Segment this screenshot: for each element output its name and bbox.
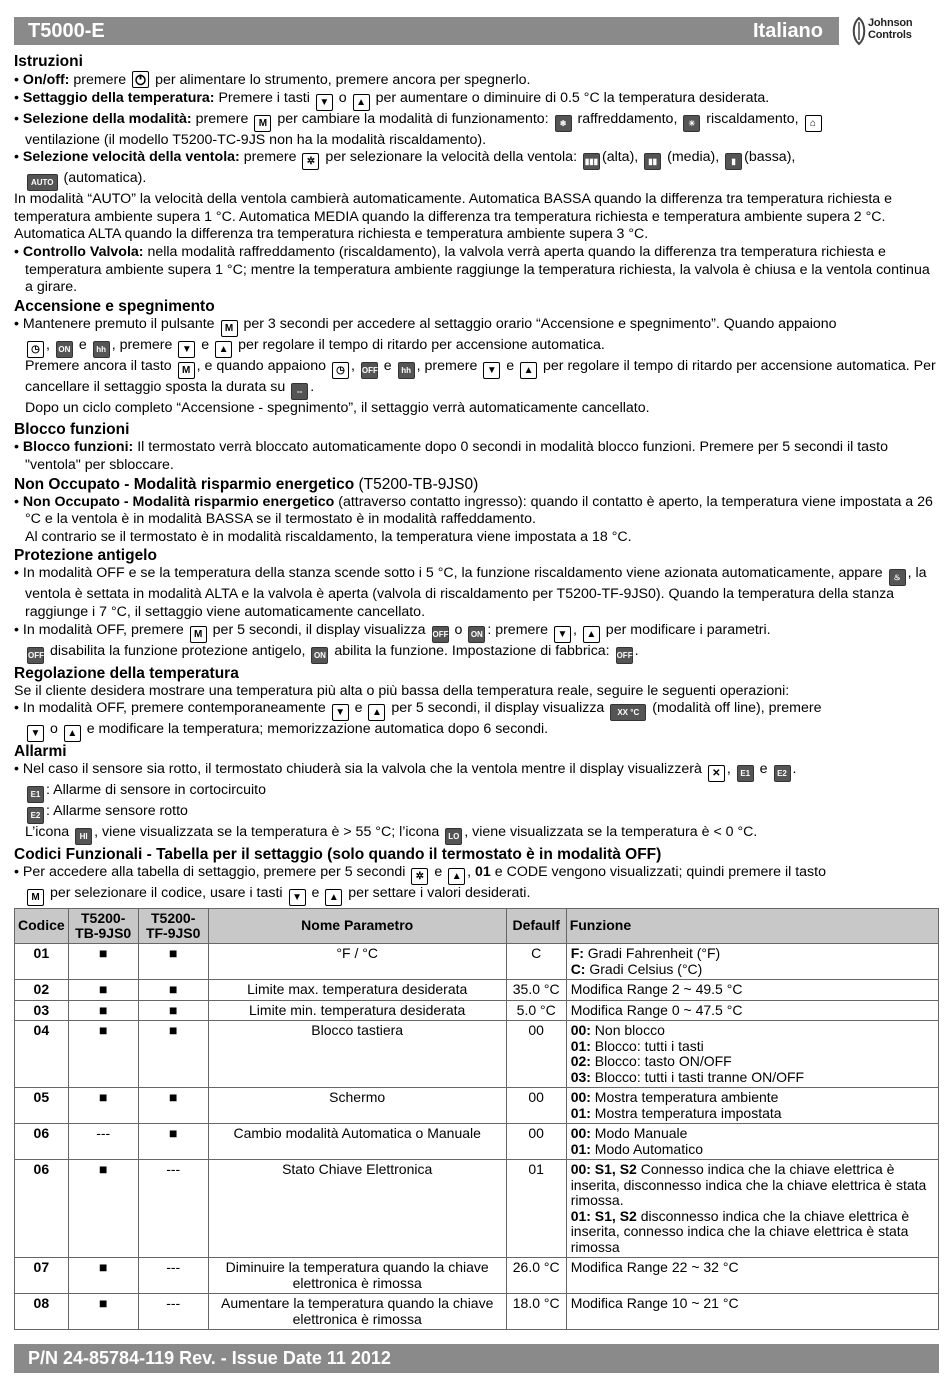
table-cell-def: 00 [506,1088,566,1124]
fan-high-icon: ▮▮▮ [583,153,600,170]
table-header-cell: T5200-TB-9JS0 [68,909,138,944]
section-title-allarmi: Allarmi [14,743,67,761]
hh-display-icon: hh [93,341,110,358]
table-cell-code: 04 [15,1021,69,1088]
power-icon [132,71,149,88]
accensione-second-step: Premere ancora il tasto M , e quando appaiono ◷ , OFF e hh , premere ▼ e ▲ per regolare il tempo di ritardo per accensione automatica. Per cancellare il settaggio sposta la durata su -- . [14,358,939,400]
down-arrow-icon: ▼ [27,725,44,742]
regolazione-intro: Se il cliente desidera mostrare una temperatura più alta o più bassa della temperatura reale, seguire le seguenti operazioni: [14,682,790,699]
off-display-icon: OFF [616,647,633,664]
table-cell-funzione: Modifica Range 22 ~ 32 °C [566,1258,938,1294]
wrench-screwdriver-icon: ✕ [708,765,725,782]
table-cell-def: 18.0 °C [506,1294,566,1330]
on-display-icon: ON [311,647,328,664]
down-arrow-icon: ▼ [554,626,571,643]
m-key-icon: M [254,115,271,132]
table-cell-tf: ■ [138,944,208,980]
table-cell-code: 05 [15,1088,69,1124]
table-row [15,1258,939,1294]
regolazione-item: • In modalità OFF, premere contemporaneamente ▼ e ▲ per 5 secondi, il display visualizza XX °C (modalità off line), premere ▼ o ▲ e modificare la temperatura; memorizzazione automatica dopo 6 secondi. [14,700,939,742]
auto-mode-text: In modalità “AUTO” la velocità della ventola cambierà automaticamente. Automatica BASSA quando la differenza tra temperatura richiesta e temperatura ambiente supera 1 °C. Automatica MEDIA quando la differenza tra temperatura richiesta e temperatura ambiente supera 2 °C. Automatica ALTA quando la differenza tra temperatura richiesta e temperatura ambiente supera 3 °C. [14,191,892,243]
table-cell-tb: ■ [68,1294,138,1330]
table-cell-code: 06 [15,1124,69,1160]
table-cell-name: Limite max. temperatura desiderata [208,980,506,1001]
table-cell-def: 35.0 °C [506,980,566,1001]
table-cell-tb: ■ [68,1160,138,1258]
xx-temp-display-icon: XX °C [610,704,646,721]
fan-icon: ✲ [411,868,428,885]
table-cell-tb: ■ [68,944,138,980]
m-key-icon: M [27,889,44,906]
table-cell-def: 01 [506,1160,566,1258]
table-cell-code: 06 [15,1160,69,1258]
antigelo-item-2: • In modalità OFF, premere M per 5 secondi, il display visualizza OFF o ON : premere ▼ , ▲ per modificare i parametri. OFF disabilita la funzione protezione antigelo, ON abilita la funzione. Impostazione di fabbrica: OFF . [14,622,939,664]
non-occupato-note: Al contrario se il termostato è in modalità riscaldamento, la temperatura viene impostata a 18 °C. [25,528,632,545]
table-cell-def: 00 [506,1021,566,1088]
off-display-icon: OFF [432,626,449,643]
down-arrow-icon: ▼ [332,704,349,721]
e1-display-icon: E1 [27,786,44,803]
doc-title: T5000-E [28,20,105,42]
table-cell-tb: ■ [68,1000,138,1021]
table-cell-tf: --- [138,1160,208,1258]
table-cell-funzione: 00: Modo Manuale 01: Modo Automatico [566,1124,938,1160]
clock-icon: ◷ [332,362,349,379]
fan-medium-icon: ▮▮ [644,153,661,170]
table-cell-name: Limite min. temperatura desiderata [208,1000,506,1021]
codici-item: • Per accedere alla tabella di settaggio, premere per 5 secondi ✲ e ▲ , 01 e CODE vengono visualizzati; quindi premere il tasto M per selezionare il codice, usare i tasti ▼ e ▲ per settare i valori desiderati. [14,864,939,906]
table-cell-def: 00 [506,1124,566,1160]
table-cell-tf: ■ [138,1000,208,1021]
table-cell-tb: ■ [68,980,138,1001]
table-cell-code: 07 [15,1258,69,1294]
table-row [15,944,939,980]
title-bar [14,17,839,45]
valve-control-item: • Controllo Valvola: nella modalità raffreddamento (riscaldamento), la valvola verrà aperta quando la differenza tra temperatura richiesta e temperatura ambiente supera 1 °C; mentre la temperatura ambiente raggiunge la temperatura richiesta, la valvola è chiusa e la ventola continua a girare. [14,243,930,296]
section-title-codici: Codici Funzionali - Tabella per il settaggio (solo quando il termostato è in modalità OFF) [14,846,662,864]
m-key-icon: M [221,320,238,337]
up-arrow-icon: ▲ [583,626,600,643]
table-row [15,1088,939,1124]
table-cell-funzione: F: Gradi Fahrenheit (°F) C: Gradi Celsius (°C) [566,944,938,980]
mode-selection-item: • Selezione della modalità: premere M per cambiare la modalità di funzionamento: ❄ raffreddamento, ☀ riscaldamento, ⌂ ventilazione (il modello T5200-TC-9JS non ha la modalità riscaldamento). [14,111,939,150]
table-row [15,1294,939,1330]
up-arrow-icon: ▲ [448,868,465,885]
logo-mark-icon [850,16,868,46]
off-display-icon: OFF [27,647,44,664]
table-cell-funzione: 00: Non blocco 01: Blocco: tutti i tasti 02: Blocco: tasto ON/OFF 03: Blocco: tutti i tasti tranne ON/OFF [566,1021,938,1088]
table-cell-def: 5.0 °C [506,1000,566,1021]
table-cell-code: 08 [15,1294,69,1330]
section-title-antigelo: Protezione antigelo [14,547,157,565]
table-row [15,1021,939,1088]
antigelo-item-1: • In modalità OFF e se la temperatura della stanza scende sotto i 5 °C, la funzione riscaldamento viene azionata automaticamente, appare ♨ , la ventola è settata in modalità ALTA e la valvola è aperta (valvola di riscaldamento per T5200-TF-9JS0). Quando la temperatura della stanza raggiunge i 7 °C, il settaggio viene automaticamente cancellato. [14,565,927,620]
auto-icon: AUTO [27,174,58,191]
table-cell-funzione: Modifica Range 2 ~ 49.5 °C [566,980,938,1001]
m-key-icon: M [190,626,207,643]
frost-protection-icon: ♨ [889,569,906,586]
section-title-blocco: Blocco funzioni [14,421,130,439]
allarmi-item: • Nel caso il sensore sia rotto, il termostato chiuderà sia la valvola che la ventola mentre il display visualizzerà ✕ , E1 e E2 . [14,761,939,782]
down-arrow-icon: ▼ [483,362,500,379]
table-cell-def: 26.0 °C [506,1258,566,1294]
up-arrow-icon: ▲ [215,341,232,358]
table-cell-def: C [506,944,566,980]
accensione-item: • Mantenere premuto il pulsante M per 3 secondi per accedere al settaggio orario “Accensione e spegnimento”. Quando appaiono ◷ , ON e hh , premere ▼ e ▲ per regolare il tempo di ritardo per accensione automatica. [14,316,939,358]
on-display-icon: ON [56,341,73,358]
alarm-e1-line: E1 : Allarme di sensore in cortocircuito [14,782,939,803]
ventilation-house-icon: ⌂ [805,115,822,132]
table-cell-code: 02 [15,980,69,1001]
down-arrow-icon: ▼ [316,94,333,111]
m-key-icon: M [178,362,195,379]
table-cell-tf: ■ [138,1088,208,1124]
table-cell-tb: ■ [68,1258,138,1294]
table-cell-name: Diminuire la temperatura quando la chiave elettronica è rimossa [208,1258,506,1294]
table-cell-name: Cambio modalità Automatica o Manuale [208,1124,506,1160]
hi-display-icon: HI [75,828,92,845]
table-header-row [15,909,939,944]
hh-display-icon: hh [398,362,415,379]
dash-display-icon: -- [291,383,308,400]
e2-display-icon: E2 [774,765,791,782]
up-arrow-icon: ▲ [353,94,370,111]
table-header-cell: Funzione [566,909,938,944]
table-header-cell: Defaulf [506,909,566,944]
table-cell-tb: ■ [68,1088,138,1124]
footer-bar [14,1344,939,1373]
fan-icon: ✲ [302,153,319,170]
blocco-item: • Blocco funzioni: Il termostato verrà bloccato automaticamente dopo 0 secondi in modalità blocco funzioni. Premere per 5 secondi il tasto "ventola" per sbloccare. [14,439,888,473]
hi-lo-line: L’icona HI , viene visualizzata se la temperatura è > 55 °C; l’icona LO , viene visualizzata se la temperatura è < 0 °C. [14,824,939,845]
table-cell-tf: --- [138,1294,208,1330]
table-body [15,944,939,1330]
language-label: Italiano [752,20,823,42]
table-header-cell: Codice [15,909,69,944]
table-cell-tf: ■ [138,1124,208,1160]
table-cell-name: Blocco tastiera [208,1021,506,1088]
table-cell-tf: --- [138,1258,208,1294]
johnson-controls-logo [850,14,942,48]
table-row [15,1160,939,1258]
table-cell-tb: ■ [68,1021,138,1088]
table-cell-funzione: Modifica Range 0 ~ 47.5 °C [566,1000,938,1021]
section-title-non-occupato: Non Occupato - Modalità risparmio energetico (T5200-TB-9JS0) [14,475,479,493]
lo-display-icon: LO [445,828,462,845]
table-cell-name: Stato Chiave Elettronica [208,1160,506,1258]
table-row [15,1000,939,1021]
table-row [15,1124,939,1160]
table-cell-code: 01 [15,944,69,980]
up-arrow-icon: ▲ [368,704,385,721]
function-codes-table [14,908,939,1330]
on-display-icon: ON [468,626,485,643]
alarm-e2-line: E2 : Allarme sensore rotto [14,803,939,824]
table-cell-name: °F / °C [208,944,506,980]
table-cell-tf: ■ [138,980,208,1001]
non-occupato-item: • Non Occupato - Modalità risparmio energetico (attraverso contatto ingresso): quando il contatto è aperto, la temperatura viene impostata a 26 °C e la ventola è in modalità BASSA se il termostato è in modalità raffeddamento. [14,493,933,528]
up-arrow-icon: ▲ [520,362,537,379]
fan-speed-item: • Selezione velocità della ventola: premere ✲ per selezionare la velocità della ventola: ▮▮▮ (alta), ▮▮ (media), ▮ (bassa), AUTO (automatica). [14,149,939,191]
off-display-icon: OFF [361,362,378,379]
table-header-cell: T5200-TF-9JS0 [138,909,208,944]
table-cell-code: 03 [15,1000,69,1021]
table-cell-funzione: Modifica Range 10 ~ 21 °C [566,1294,938,1330]
heating-sun-icon: ☀ [683,115,700,132]
table-cell-funzione: 00: S1, S2 Connesso indica che la chiave elettrica è inserita, disconnesso indica che la chiave elettrica è stata rimossa. 01: S1, S2 disconnesso indica che la chiave elettrica è inserita, connesso indica che la chiave elettrica è stata rimossa [566,1160,938,1258]
table-row [15,980,939,1001]
footer-text: P/N 24-85784-119 Rev. - Issue Date 11 2012 [28,1348,391,1368]
table-cell-name: Aumentare la temperatura quando la chiave elettronica è rimossa [208,1294,506,1330]
table-cell-tb: --- [68,1124,138,1160]
section-title-regolazione: Regolazione della temperatura [14,664,239,682]
table-cell-funzione: 00: Mostra temperatura ambiente 01: Mostra temperatura impostata [566,1088,938,1124]
e2-display-icon: E2 [27,807,44,824]
table-cell-name: Schermo [208,1088,506,1124]
clock-icon: ◷ [27,341,44,358]
instructions-content [14,52,939,906]
cooling-snowflake-icon: ❄ [555,115,572,132]
section-title-istruzioni: Istruzioni [14,53,83,70]
onoff-item: • On/off: premere per alimentare lo strumento, premere ancora per spegnerlo. [14,72,531,88]
down-arrow-icon: ▼ [289,889,306,906]
fan-low-icon: ▮ [725,153,742,170]
table-cell-tf: ■ [138,1021,208,1088]
e1-display-icon: E1 [737,765,754,782]
temp-setting-item: • Settaggio della temperatura: Premere i tasti ▼ o ▲ per aumentare o diminuire di 0.5 °C la temperatura desiderata. [14,90,939,111]
section-title-accensione: Accensione e spegnimento [14,297,215,315]
up-arrow-icon: ▲ [325,889,342,906]
down-arrow-icon: ▼ [178,341,195,358]
logo-text: Johnson Controls [868,17,913,41]
accensione-note: Dopo un ciclo completo “Accensione - spegnimento”, il settaggio verrà automaticamente cancellato. [25,399,650,416]
up-arrow-icon: ▲ [64,725,81,742]
table-header-cell: Nome Parametro [208,909,506,944]
